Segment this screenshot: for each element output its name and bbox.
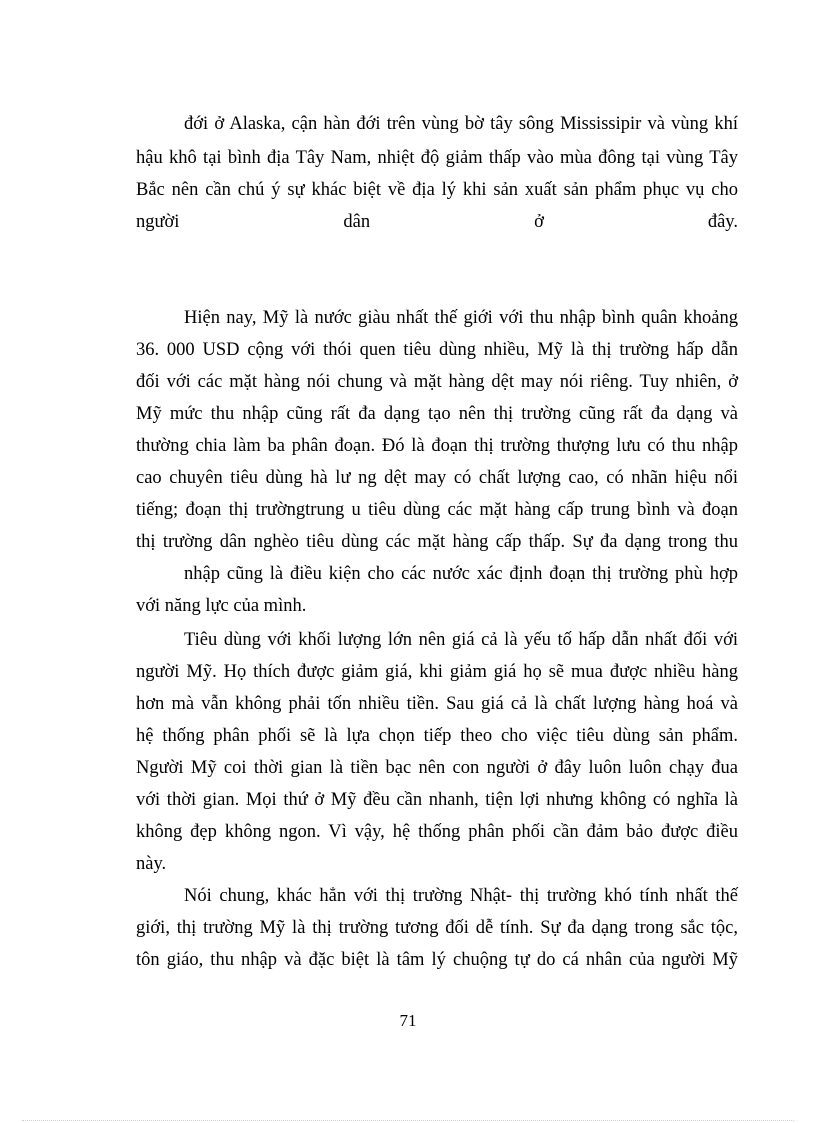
paragraph-1-line-2: hậu khô tại bình địa Tây Nam, nhiệt độ giảm thấp vào mùa đông tại vùng Tây [136, 148, 738, 168]
paragraph-1-line-4: người dân ở đây. [136, 212, 738, 232]
paragraph-4-line-1: Nói chung, khác hẳn với thị trường Nhật- thị trường khó tính nhất thế [184, 886, 738, 906]
page-number: 71 [399, 1011, 417, 1030]
paragraph-2-line-4: Mỹ mức thu nhập cũng rất đa dạng tạo nên thị trường cũng rất đa dạng và [136, 404, 738, 424]
page-bottom-divider [22, 1120, 794, 1121]
paragraph-4-line-3: tôn giáo, thu nhập và đặc biệt là tâm lý chuộng tự do cá nhân của người Mỹ [136, 950, 738, 970]
paragraph-2-line-3: đối với các mặt hàng nói chung và mặt hàng dệt may nói riêng. Tuy nhiên, ở [136, 372, 738, 392]
paragraph-2-line-6: cao chuyên tiêu dùng hà lư ng dệt may có chất lượng cao, có nhãn hiệu nổi [136, 468, 738, 488]
paragraph-1-line-1: đới ở Alaska, cận hàn đới trên vùng bờ tây sông Mississipir và vùng khí [184, 114, 738, 134]
paragraph-3-line-5: Người Mỹ coi thời gian là tiền bạc nên con người ở đây luôn luôn chạy đua [136, 758, 738, 778]
paragraph-1-line-3: Bắc nên cần chú ý sự khác biệt về địa lý khi sản xuất sản phẩm phục vụ cho [136, 180, 738, 200]
paragraph-2-line-5: thường chia làm ba phân đoạn. Đó là đoạn thị trường thượng lưu có thu nhập [136, 436, 738, 456]
paragraph-2-line-7: tiếng; đoạn thị trườngtrung u tiêu dùng các mặt hàng cấp trung bình và đoạn [136, 500, 738, 520]
paragraph-3-line-3: hơn mà vẫn không phải tốn nhiều tiền. Sau giá cả là chất lượng hàng hoá và [136, 694, 738, 714]
paragraph-3-line-4: hệ thống phân phối sẽ là lựa chọn tiếp theo cho việc tiêu dùng sản phẩm. [136, 726, 738, 746]
paragraph-2-line-2: 36. 000 USD cộng với thói quen tiêu dùng nhiều, Mỹ là thị trường hấp dẫn [136, 340, 738, 360]
paragraph-2-line-10: với năng lực của mình. [136, 596, 307, 616]
paragraph-4-line-2: giới, thị trường Mỹ là thị trường tương đối dễ tính. Sự đa dạng trong sắc tộc, [136, 918, 738, 938]
paragraph-3-line-1: Tiêu dùng với khối lượng lớn nên giá cả là yếu tố hấp dẫn nhất đối với [184, 630, 738, 650]
paragraph-3-line-7: không đẹp không ngon. Vì vậy, hệ thống phân phối cần đảm bảo được điều [136, 822, 738, 842]
paragraph-2-line-8: thị trường dân nghèo tiêu dùng các mặt hàng cấp thấp. Sự đa dạng trong thu [136, 532, 738, 552]
paragraph-3-line-8: này. [136, 854, 167, 874]
paragraph-3-line-2: người Mỹ. Họ thích được giảm giá, khi giảm giá họ sẽ mua được nhiều hàng [136, 662, 738, 682]
paragraph-2-line-1: Hiện nay, Mỹ là nước giàu nhất thế giới với thu nhập bình quân khoảng [184, 308, 738, 328]
paragraph-2-line-9: nhập cũng là điều kiện cho các nước xác định đoạn thị trường phù hợp [184, 564, 738, 584]
paragraph-3-line-6: với thời gian. Mọi thứ ở Mỹ đều cần nhanh, tiện lợi nhưng không có nghĩa là [136, 790, 738, 810]
